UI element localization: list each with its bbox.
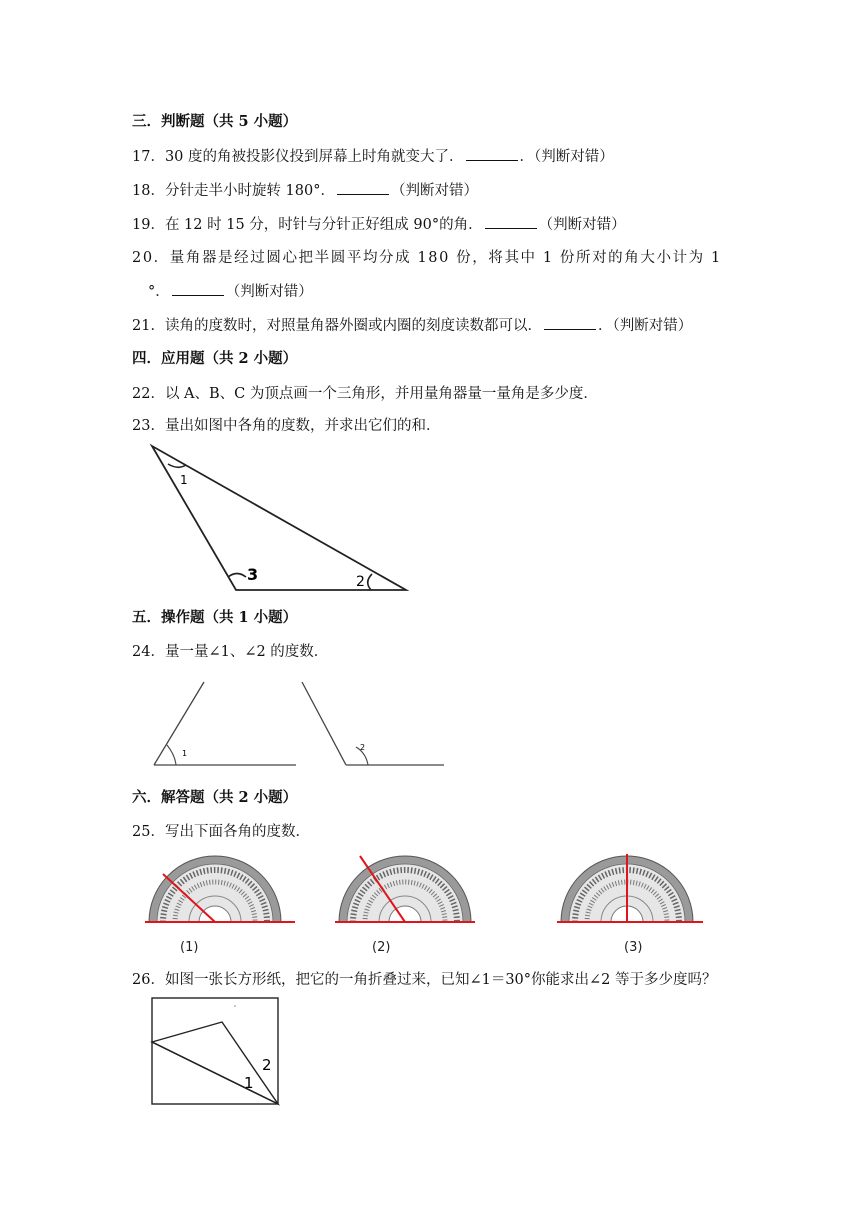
protractor-2-caption: (2) [372,940,391,955]
section-answer-heading: 六．解答题（共 2 小题） [132,789,298,806]
triangle-angle-3-label: 3 [247,565,259,584]
question-22: 22．以 A、B、C 为顶点画一个三角形，并用量角器量一量角是多少度． [132,386,598,402]
question-19 [132,214,626,235]
question-18 [132,180,478,201]
answer-blank-20[interactable] [172,281,224,296]
question-21 [132,315,692,336]
question-23: 23．量出如图中各角的度数，并求出它们的和． [132,418,441,434]
question-19-tail: （判断对错） [538,217,626,233]
question-20-continued [148,281,313,302]
protractor-3-caption: (3) [624,940,643,955]
triangle-angle-2-label: 2 [356,574,365,590]
question-21-text: 21．读角的度数时，对照量角器外圈或内圈的刻度读数都可以． [132,318,542,334]
fold-angle-1-label: 1 [244,1074,254,1092]
fold-mark: ' [234,1004,236,1012]
angles-figure [150,676,450,772]
angle-2-label: 2 [360,743,366,752]
question-25: 25．写出下面各角的度数． [132,824,310,840]
answer-blank-21[interactable] [544,315,596,330]
question-20-text: 20．量角器是经过圆心把半圆平均分成 180 份，将其中 1 份所对的角大小计为 1 [132,250,722,266]
fold-angle-2-label: 2 [262,1056,272,1074]
folded-paper-figure [148,994,286,1110]
question-18-tail: （判断对错） [391,183,478,199]
angle-1-label: 1 [182,749,188,758]
question-20-cont: °． [148,284,170,300]
question-17-tail: ．（判断对错） [519,149,614,165]
question-20 [132,248,722,268]
question-17 [132,146,614,167]
question-18-text: 18．分针走半小时旋转 180°． [132,183,335,199]
question-26: 26．如图一张长方形纸，把它的一角折叠过来，已知∠1＝30°你能求出∠2 等于多少度吗？ [132,972,717,988]
answer-blank-17[interactable] [466,146,518,161]
triangle-figure [140,440,410,600]
question-24: 24．量一量∠1、∠2 的度数． [132,644,329,660]
triangle-angle-1-label: 1 [180,473,188,487]
protractor-1-caption: (1) [180,940,199,955]
question-21-tail: ．（判断对错） [597,318,693,334]
question-19-text: 19．在 12 时 15 分，时针与分针正好组成 90°的角． [132,217,483,233]
section-operate-heading: 五．操作题（共 1 小题） [132,609,298,626]
answer-blank-19[interactable] [485,214,537,229]
section-judge-heading: 三．判断题（共 5 小题） [132,113,298,130]
protractors-figure [145,850,705,930]
question-17-text: 17．30 度的角被投影仪投到屏幕上时角就变大了． [132,149,464,165]
answer-blank-18[interactable] [337,180,389,195]
section-apply-heading: 四．应用题（共 2 小题） [132,350,298,367]
question-20-tail: （判断对错） [225,284,313,300]
